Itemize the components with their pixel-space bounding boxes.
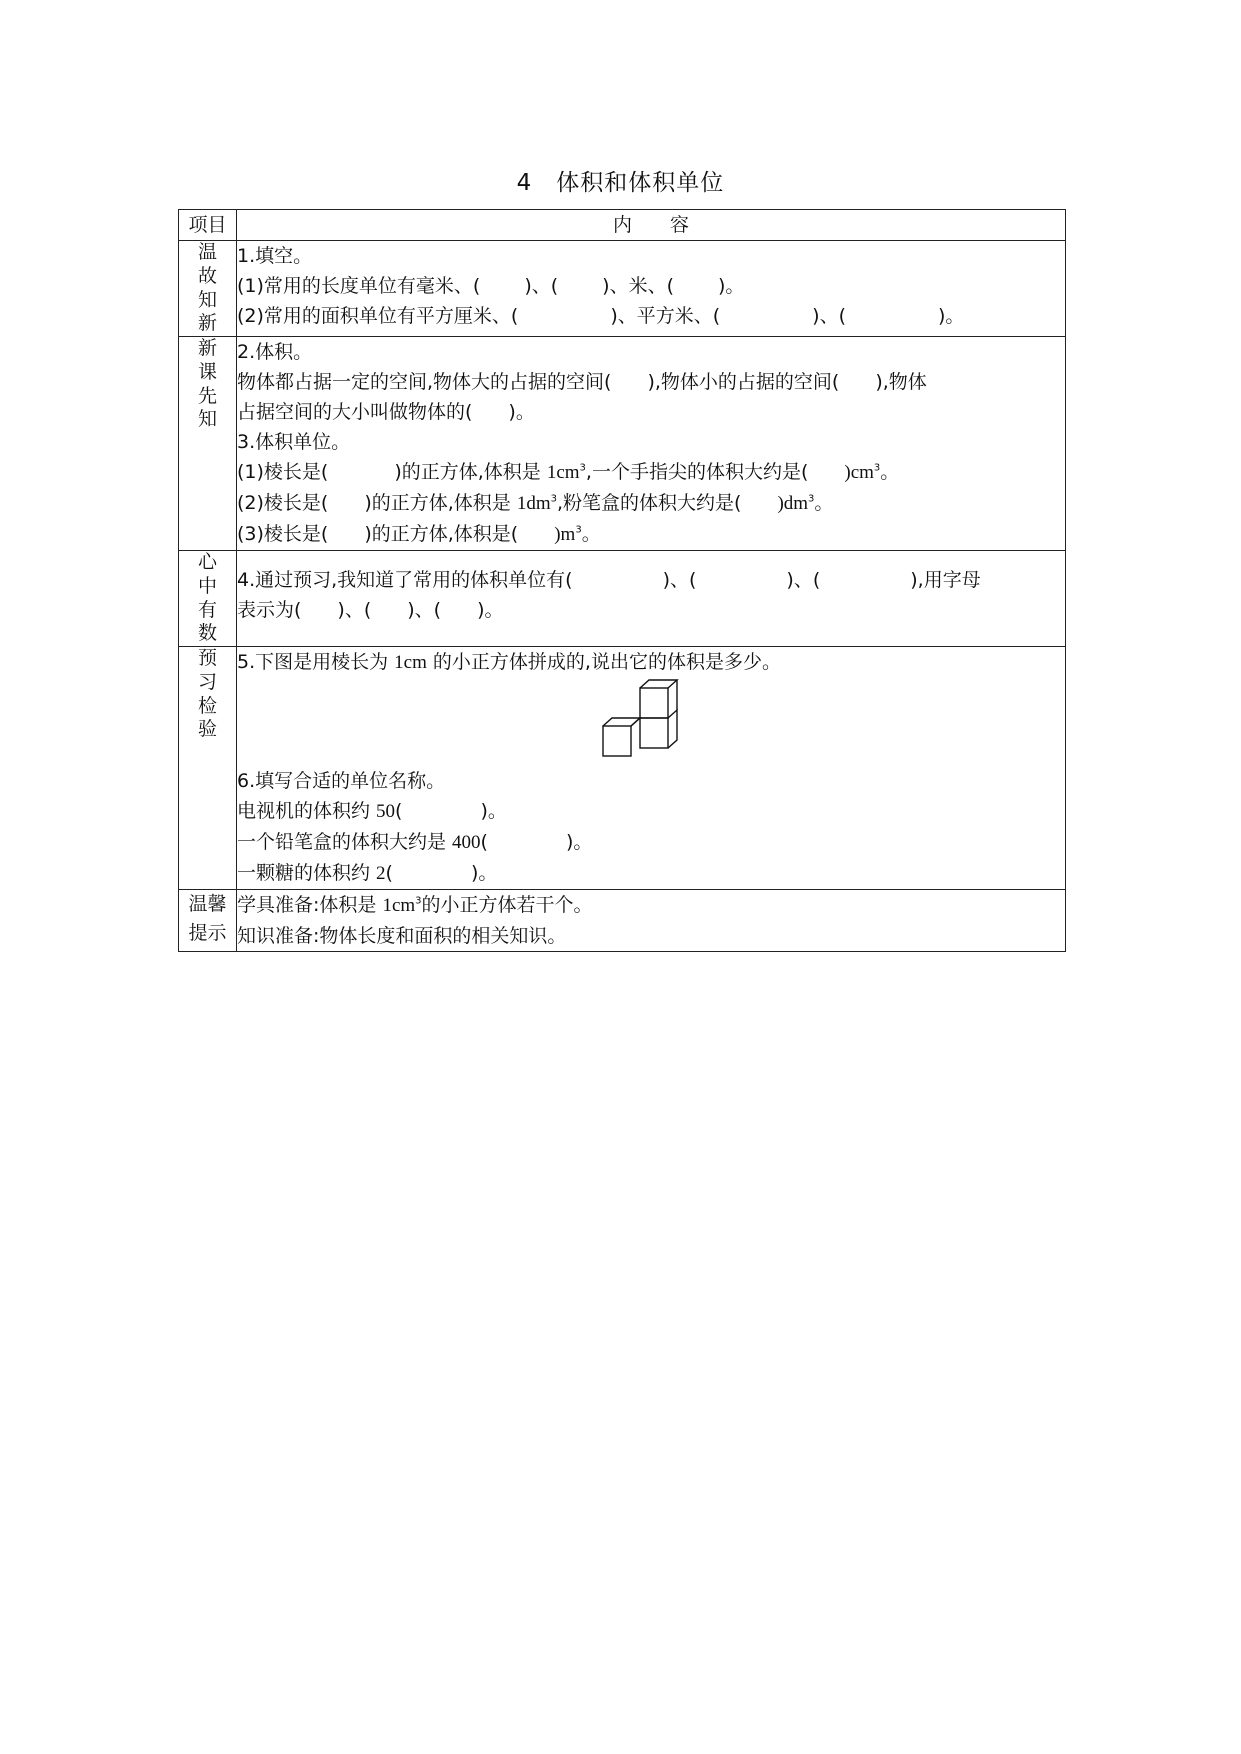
unit-text: 1cm xyxy=(394,652,427,673)
text-segment: (1)常用的长度单位有毫米、( xyxy=(237,275,481,297)
text-segment: (1)棱长是( xyxy=(237,461,329,483)
exponent: 3 xyxy=(579,462,586,474)
cube-side-face xyxy=(668,710,677,748)
text-segment: ,一个手指尖的体积大约是( xyxy=(585,461,809,483)
text-segment: 学具准备:体积是 xyxy=(237,894,383,916)
text-segment: )、( xyxy=(524,275,559,297)
text-segment: (2)常用的面积单位有平方厘米、( xyxy=(237,305,519,327)
text-segment: (3)棱长是( xyxy=(237,523,329,545)
text-segment: ( xyxy=(385,862,393,884)
q6-line-2 xyxy=(237,827,1065,858)
preview-label-cell xyxy=(179,337,237,551)
tips-row xyxy=(179,890,1066,952)
text-segment: )的正方体,体积是( xyxy=(364,523,519,545)
preview-worksheet-table xyxy=(178,209,1066,952)
q4-line-1 xyxy=(237,565,1065,595)
text-segment: )、( xyxy=(786,569,821,591)
text-segment: )。 xyxy=(565,831,593,853)
reflect-row xyxy=(179,551,1066,647)
exponent: 3 xyxy=(415,895,422,907)
q6-title: 6.填写合适的单位名称。 xyxy=(237,770,446,792)
check-label: 预习检验 xyxy=(198,647,218,741)
number-text: 2 xyxy=(376,863,386,884)
reflect-label: 心中有数 xyxy=(198,551,218,645)
text-segment: 物体都占据一定的空间,物体大的占据的空间( xyxy=(237,371,612,393)
text-segment: 4.通过预习,我知道了常用的体积单位有( xyxy=(237,569,573,591)
header-content-cell: 内 容 xyxy=(237,210,1066,241)
q1-line-2 xyxy=(237,301,1065,331)
text-segment: )、( xyxy=(812,305,846,327)
text-segment: )。 xyxy=(508,401,535,423)
tips-label-cell xyxy=(179,890,237,952)
text-segment: 一颗糖的体积约 xyxy=(237,862,377,884)
q5-line xyxy=(237,647,1065,678)
q1-title: 1.填空。 xyxy=(237,245,313,267)
q4-line-2 xyxy=(237,595,1065,625)
text-segment: ),物体小的占据的空间( xyxy=(647,371,840,393)
reflect-label-cell xyxy=(179,551,237,647)
check-row xyxy=(179,647,1066,890)
unit-text: 1dm xyxy=(516,493,551,514)
stacked-cubes-diagram xyxy=(602,678,692,764)
text-segment: 。 xyxy=(581,523,601,545)
q2-line-2 xyxy=(237,397,1065,427)
unit-text: 1cm xyxy=(382,895,416,916)
text-segment: 5.下图是用棱长为 xyxy=(237,651,395,673)
q3-line-3 xyxy=(237,519,1065,550)
q6-line-1 xyxy=(237,796,1065,827)
text-segment: )。 xyxy=(937,305,965,327)
text-segment: ( xyxy=(395,800,403,822)
cube-front-face xyxy=(603,726,631,756)
text-segment: 占据空间的大小叫做物体的( xyxy=(237,401,473,423)
text-segment: (2)棱长是( xyxy=(237,492,329,514)
number-text: 400 xyxy=(452,832,481,853)
cube-edge xyxy=(631,718,640,726)
text-segment: )、平方米、( xyxy=(610,305,721,327)
cube-front-face xyxy=(640,718,668,748)
text-segment: )的正方体,体积是 xyxy=(394,461,547,483)
text-segment: 的小正方体若干个。 xyxy=(421,894,593,916)
q2-title: 2.体积。 xyxy=(237,341,313,363)
text-segment: )、( xyxy=(407,599,442,621)
text-segment: ,粉笔盒的体积大约是( xyxy=(556,492,742,514)
text-segment: ( xyxy=(480,831,488,853)
q3-line-1 xyxy=(237,457,1065,488)
exponent: 3 xyxy=(575,524,582,536)
header-item-cell: 项目 xyxy=(179,210,237,241)
review-row xyxy=(179,241,1066,337)
tips-line-1 xyxy=(237,890,1065,921)
reflect-content xyxy=(237,551,1066,647)
text-segment: )、米、( xyxy=(602,275,674,297)
text-segment: 一个铅笔盒的体积大约是 xyxy=(237,831,453,853)
q1-line-1 xyxy=(237,271,1065,301)
text-segment: )。 xyxy=(717,275,745,297)
text-segment: 。 xyxy=(814,492,834,514)
review-label-cell xyxy=(179,241,237,337)
q3-line-2 xyxy=(237,488,1065,519)
table-header-row xyxy=(179,210,1066,241)
cube-top-face xyxy=(640,680,677,688)
exponent: 3 xyxy=(808,493,815,505)
text-segment: ),物体 xyxy=(875,371,927,393)
q2-line-1 xyxy=(237,367,1065,397)
page-title: 4 体积和体积单位 xyxy=(516,170,725,196)
text-segment: )、( xyxy=(337,599,372,621)
preview-row xyxy=(179,337,1066,551)
q6-line-3 xyxy=(237,858,1065,889)
number-text: 50 xyxy=(376,801,396,822)
tips-line-2: 知识准备:物体长度和面积的相关知识。 xyxy=(237,925,567,947)
review-label: 温故知新 xyxy=(198,241,218,335)
preview-label: 新课先知 xyxy=(198,337,218,431)
cube-front-face xyxy=(640,688,668,718)
text-segment: )的正方体,体积是 xyxy=(364,492,517,514)
tips-label-line-2: 提示 xyxy=(188,921,227,944)
tips-content xyxy=(237,890,1066,952)
tips-label-line-1: 温馨 xyxy=(188,893,227,915)
review-content xyxy=(237,241,1066,337)
text-segment: 表示为( xyxy=(237,599,302,621)
text-segment: 。 xyxy=(880,461,900,483)
text-segment: )。 xyxy=(480,800,507,822)
cube-figure xyxy=(237,678,1065,766)
unit-text: )dm xyxy=(777,493,809,514)
text-segment: ),用字母 xyxy=(910,569,981,591)
text-segment: 的小正方体拼成的,说出它的体积是多少。 xyxy=(426,651,781,673)
text-segment: )。 xyxy=(470,862,498,884)
unit-text: )cm xyxy=(844,462,874,483)
text-segment: )、( xyxy=(662,569,697,591)
text-segment: 电视机的体积约 xyxy=(237,800,377,822)
text-segment: )。 xyxy=(477,599,504,621)
unit-text: )m xyxy=(554,524,576,545)
exponent: 3 xyxy=(873,462,881,474)
unit-text: 1cm xyxy=(546,462,580,483)
q3-title: 3.体积单位。 xyxy=(237,431,351,453)
preview-content xyxy=(237,337,1066,551)
check-label-cell xyxy=(179,647,237,890)
check-content xyxy=(237,647,1066,890)
exponent: 3 xyxy=(550,493,557,505)
